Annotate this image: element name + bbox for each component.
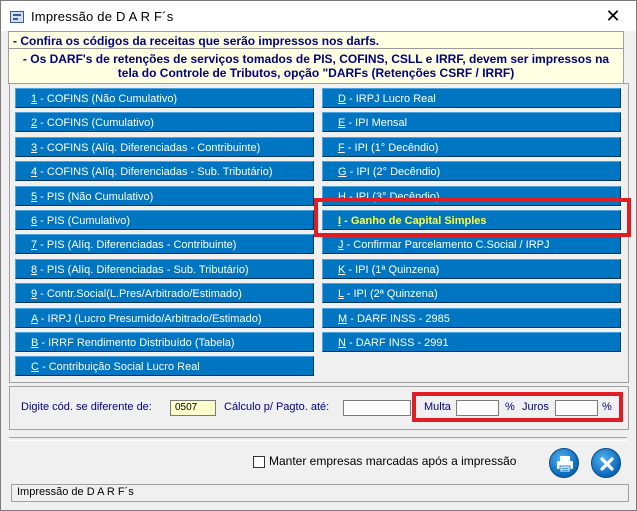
- printer-icon: [550, 449, 580, 479]
- button-label: - Contribuição Social Lucro Real: [38, 361, 200, 373]
- code-input[interactable]: 0507: [170, 400, 216, 416]
- button-label: - DARF INSS - 2985: [347, 313, 450, 325]
- keep-marked-checkbox[interactable]: [253, 456, 265, 468]
- shortcut-key: B: [31, 337, 39, 349]
- button-label: - IPI (1° Decêndio): [344, 142, 439, 154]
- button-label: - PIS (Cumulativo): [37, 215, 131, 227]
- shortcut-key: 3: [31, 142, 38, 154]
- shortcut-key: M: [338, 313, 348, 325]
- darf-button-4-cofins-aliq-diferenciadas-sub-tributario[interactable]: [15, 161, 314, 181]
- shortcut-key: 6: [31, 215, 38, 227]
- shortcut-key: 7: [31, 239, 38, 251]
- form-divider: [9, 437, 627, 441]
- button-label: - Ganho de Capital Simples: [341, 215, 487, 227]
- darf-button-c-contribuicao-social-lucro-real[interactable]: [15, 356, 314, 376]
- darf-button-i-ganho-de-capital-simples[interactable]: [322, 210, 621, 230]
- button-label: - COFINS (Alíq. Diferenciadas - Sub. Tributário): [37, 166, 273, 178]
- shortcut-key: 2: [31, 117, 38, 129]
- darf-button-m-darf-inss-2985[interactable]: [322, 308, 621, 328]
- shortcut-key: H: [338, 191, 346, 203]
- shortcut-key: N: [338, 337, 346, 349]
- title-bar: [1, 1, 636, 31]
- button-label: - IRRF Rendimento Distribuído (Tabela): [38, 337, 235, 349]
- darf-button-l-ipi-2-quinzena[interactable]: [322, 283, 621, 303]
- darf-button-d-irpj-lucro-real[interactable]: [322, 88, 621, 108]
- darf-button-f-ipi-1-decendio[interactable]: [322, 137, 621, 157]
- button-label: - PIS (Alíq. Diferenciadas - Sub. Tributário): [37, 264, 249, 276]
- shortcut-key: J: [338, 239, 344, 251]
- button-label: - COFINS (Cumulativo): [37, 117, 154, 129]
- darf-button-g-ipi-2-decendio[interactable]: [322, 161, 621, 181]
- button-label: - PIS (Alíq. Diferenciadas - Contribuinte): [37, 239, 237, 251]
- darf-button-b-irrf-rendimento-distribuido-tabela[interactable]: [15, 332, 314, 352]
- print-button[interactable]: [549, 448, 579, 478]
- darf-button-a-irpj-lucro-presumido-arbitrado-estimado[interactable]: [15, 308, 314, 328]
- close-icon: [592, 449, 622, 479]
- button-label: - IPI (2° Decêndio): [346, 166, 441, 178]
- darf-button-8-pis-aliq-diferenciadas-sub-tributario[interactable]: [15, 259, 314, 279]
- app-window-icon: [10, 11, 24, 23]
- darf-button-e-ipi-mensal[interactable]: [322, 112, 621, 132]
- calc-date-label: Cálculo p/ Pagto. até:: [224, 401, 330, 413]
- shortcut-key: E: [338, 117, 346, 129]
- close-button[interactable]: [591, 448, 621, 478]
- multa-input[interactable]: [456, 400, 499, 416]
- button-label: - IRPJ (Lucro Presumido/Arbitrado/Estimado): [37, 313, 262, 325]
- button-label: - Contr.Social(L.Pres/Arbitrado/Estimado): [37, 288, 242, 300]
- status-bar: [11, 484, 629, 502]
- shortcut-key: F: [338, 142, 345, 154]
- button-label: - COFINS (Alíq. Diferenciadas - Contribuinte): [37, 142, 261, 154]
- button-label: - COFINS (Não Cumulativo): [37, 93, 178, 105]
- shortcut-key: 1: [31, 93, 38, 105]
- status-text: Impressão de D A R F´s: [17, 486, 134, 498]
- button-label: - IPI (2ª Quinzena): [343, 288, 438, 300]
- shortcut-key: 9: [31, 288, 38, 300]
- shortcut-key: K: [338, 264, 346, 276]
- shortcut-key: C: [31, 361, 39, 373]
- button-label: - PIS (Não Cumulativo): [37, 191, 154, 203]
- window-close-button[interactable]: ✕: [605, 6, 621, 26]
- darf-button-5-pis-nao-cumulativo[interactable]: [15, 186, 314, 206]
- button-label: - IPI Mensal: [345, 117, 408, 129]
- darf-button-j-confirmar-parcelamento-c-social-irpj[interactable]: [322, 234, 621, 254]
- info-notice: [8, 31, 624, 84]
- info-line-retencoes: - Os DARF's de retenções de serviços tomados de PIS, COFINS, CSLL e IRRF, devem ser impressos na tela do Controle de Tributos, opção "DARFs (Retenções CSRF / IRRF): [22, 52, 610, 80]
- darf-button-k-ipi-1-quinzena[interactable]: [322, 259, 621, 279]
- shortcut-key: I: [338, 215, 342, 227]
- options-panel: [9, 386, 629, 430]
- keep-marked-label[interactable]: Manter empresas marcadas após a impressão: [269, 454, 517, 468]
- darf-button-7-pis-aliq-diferenciadas-contribuinte[interactable]: [15, 234, 314, 254]
- button-label: - IRPJ Lucro Real: [345, 93, 436, 105]
- shortcut-key: 8: [31, 264, 38, 276]
- shortcut-key: 4: [31, 166, 38, 178]
- juros-percent: %: [602, 401, 612, 413]
- darf-button-n-darf-inss-2991[interactable]: [322, 332, 621, 352]
- info-separator: [9, 48, 623, 49]
- shortcut-key: G: [338, 166, 347, 178]
- multa-percent: %: [505, 401, 515, 413]
- darf-button-3-cofins-aliq-diferenciadas-contribuinte[interactable]: [15, 137, 314, 157]
- darf-button-2-cofins-cumulativo[interactable]: [15, 112, 314, 132]
- multa-label: Multa: [424, 401, 451, 413]
- button-label: - IPI (1ª Quinzena): [345, 264, 440, 276]
- button-label: - DARF INSS - 2991: [345, 337, 449, 349]
- shortcut-key: D: [338, 93, 346, 105]
- shortcut-key: A: [31, 313, 38, 325]
- button-label: - IPI (3° Decêndio): [345, 191, 440, 203]
- calc-date-input[interactable]: [343, 400, 411, 416]
- darf-button-6-pis-cumulativo[interactable]: [15, 210, 314, 230]
- shortcut-key: 5: [31, 191, 38, 203]
- window-title: Impressão de D A R F´s: [31, 9, 174, 24]
- darf-button-1-cofins-nao-cumulativo[interactable]: [15, 88, 314, 108]
- shortcut-key: L: [338, 288, 344, 300]
- button-label: - Confirmar Parcelamento C.Social / IRPJ: [343, 239, 550, 251]
- juros-input[interactable]: [555, 400, 598, 416]
- darf-button-9-contr-social-l-pres-arbitrado-estimado[interactable]: [15, 283, 314, 303]
- juros-label: Juros: [522, 401, 549, 413]
- info-line-codes: - Confira os códigos da receitas que serão impressos nos darfs.: [13, 34, 380, 48]
- darf-button-h-ipi-3-decendio[interactable]: [322, 186, 621, 206]
- code-label: Digite cód. se diferente de:: [21, 401, 152, 413]
